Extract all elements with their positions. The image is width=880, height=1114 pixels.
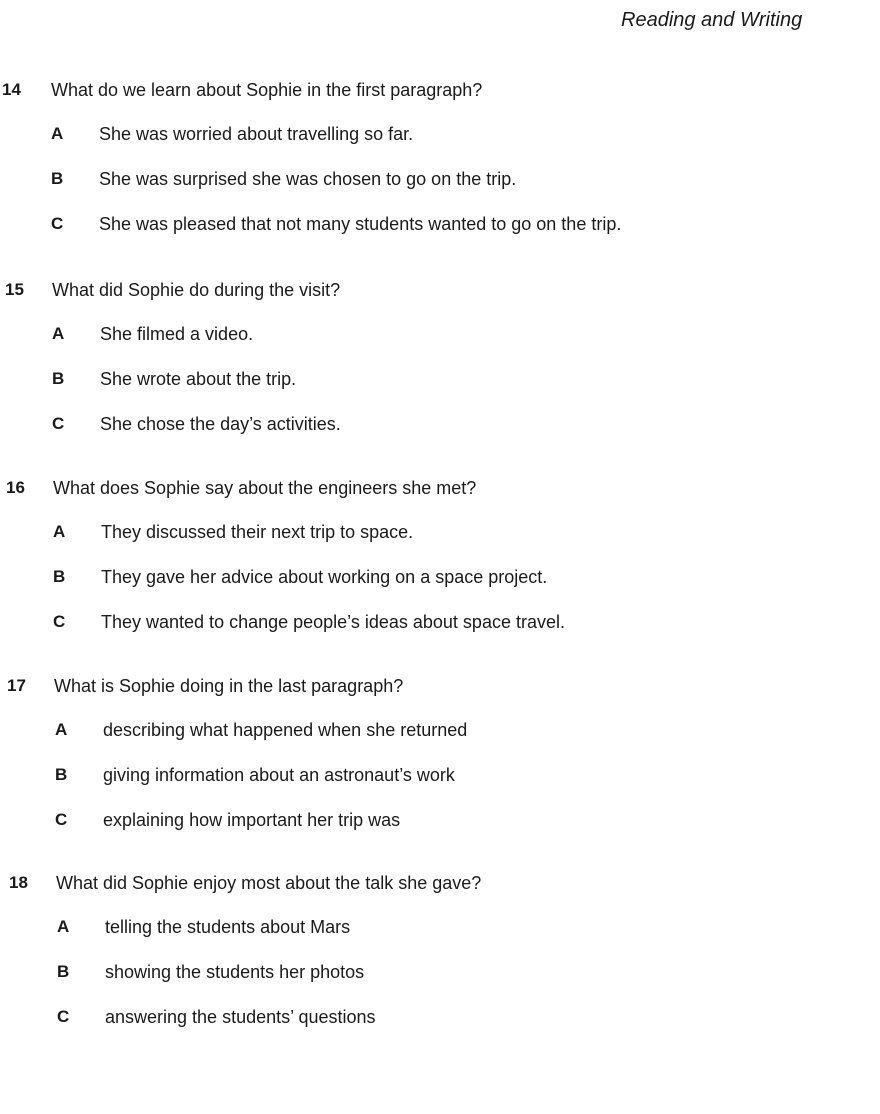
question-text: What is Sophie doing in the last paragraph? bbox=[54, 676, 404, 696]
question-17 bbox=[0, 676, 880, 855]
question-text: What does Sophie say about the engineers she met? bbox=[53, 478, 477, 498]
question-row bbox=[0, 676, 880, 704]
option-b[interactable] bbox=[0, 962, 880, 1007]
option-b[interactable] bbox=[0, 567, 880, 612]
option-text: She was pleased that not many students wanted to go on the trip. bbox=[99, 214, 622, 234]
option-text: answering the students’ questions bbox=[105, 1007, 376, 1027]
option-text: They gave her advice about working on a space project. bbox=[101, 567, 548, 587]
option-b[interactable] bbox=[0, 169, 880, 214]
question-16 bbox=[0, 478, 880, 657]
option-text: telling the students about Mars bbox=[105, 917, 351, 937]
option-b[interactable] bbox=[0, 765, 880, 810]
option-a[interactable] bbox=[0, 324, 880, 369]
option-text: explaining how important her trip was bbox=[103, 810, 401, 830]
question-number: 17 bbox=[7, 676, 26, 695]
question-14 bbox=[0, 80, 880, 259]
option-letter: A bbox=[51, 124, 64, 143]
option-text: describing what happened when she returned bbox=[103, 720, 468, 740]
options-list bbox=[0, 324, 880, 459]
option-letter: C bbox=[51, 214, 64, 233]
option-letter: A bbox=[55, 720, 68, 739]
question-15 bbox=[0, 280, 880, 459]
options-list bbox=[0, 124, 880, 259]
question-text: What did Sophie enjoy most about the talk she gave? bbox=[56, 873, 482, 893]
option-a[interactable] bbox=[0, 522, 880, 567]
option-c[interactable] bbox=[0, 214, 880, 259]
option-letter: C bbox=[57, 1007, 70, 1026]
question-text: What did Sophie do during the visit? bbox=[52, 280, 341, 300]
option-c[interactable] bbox=[0, 414, 880, 459]
option-letter: B bbox=[55, 765, 68, 784]
option-c[interactable] bbox=[0, 810, 880, 855]
option-text: She was surprised she was chosen to go on the trip. bbox=[99, 169, 517, 189]
question-number: 14 bbox=[2, 80, 21, 99]
options-list bbox=[0, 720, 880, 855]
question-number: 15 bbox=[5, 280, 24, 299]
question-18 bbox=[0, 873, 880, 1052]
page-header-title: Reading and Writing bbox=[621, 9, 803, 31]
option-c[interactable] bbox=[0, 1007, 880, 1052]
question-text: What do we learn about Sophie in the first paragraph? bbox=[51, 80, 483, 100]
option-a[interactable] bbox=[0, 124, 880, 169]
question-row bbox=[0, 873, 880, 901]
option-c[interactable] bbox=[0, 612, 880, 657]
question-number: 18 bbox=[9, 873, 28, 892]
option-letter: B bbox=[51, 169, 64, 188]
option-text: showing the students her photos bbox=[105, 962, 365, 982]
option-letter: B bbox=[53, 567, 66, 586]
option-letter: B bbox=[57, 962, 70, 981]
option-a[interactable] bbox=[0, 720, 880, 765]
options-list bbox=[0, 522, 880, 657]
option-letter: A bbox=[57, 917, 70, 936]
option-text: She wrote about the trip. bbox=[100, 369, 297, 389]
option-letter: C bbox=[52, 414, 65, 433]
option-letter: B bbox=[52, 369, 65, 388]
option-text: giving information about an astronaut’s work bbox=[103, 765, 455, 785]
option-text: She was worried about travelling so far. bbox=[99, 124, 414, 144]
option-letter: C bbox=[53, 612, 66, 631]
option-text: She filmed a video. bbox=[100, 324, 254, 344]
option-b[interactable] bbox=[0, 369, 880, 414]
option-text: She chose the day’s activities. bbox=[100, 414, 341, 434]
option-letter: A bbox=[52, 324, 65, 343]
question-row bbox=[0, 280, 880, 308]
options-list bbox=[0, 917, 880, 1052]
option-letter: A bbox=[53, 522, 66, 541]
question-row bbox=[0, 478, 880, 506]
question-number: 16 bbox=[6, 478, 25, 497]
question-row bbox=[0, 80, 880, 108]
option-a[interactable] bbox=[0, 917, 880, 962]
option-text: They wanted to change people’s ideas about space travel. bbox=[101, 612, 565, 632]
option-letter: C bbox=[55, 810, 68, 829]
option-text: They discussed their next trip to space. bbox=[101, 522, 414, 542]
